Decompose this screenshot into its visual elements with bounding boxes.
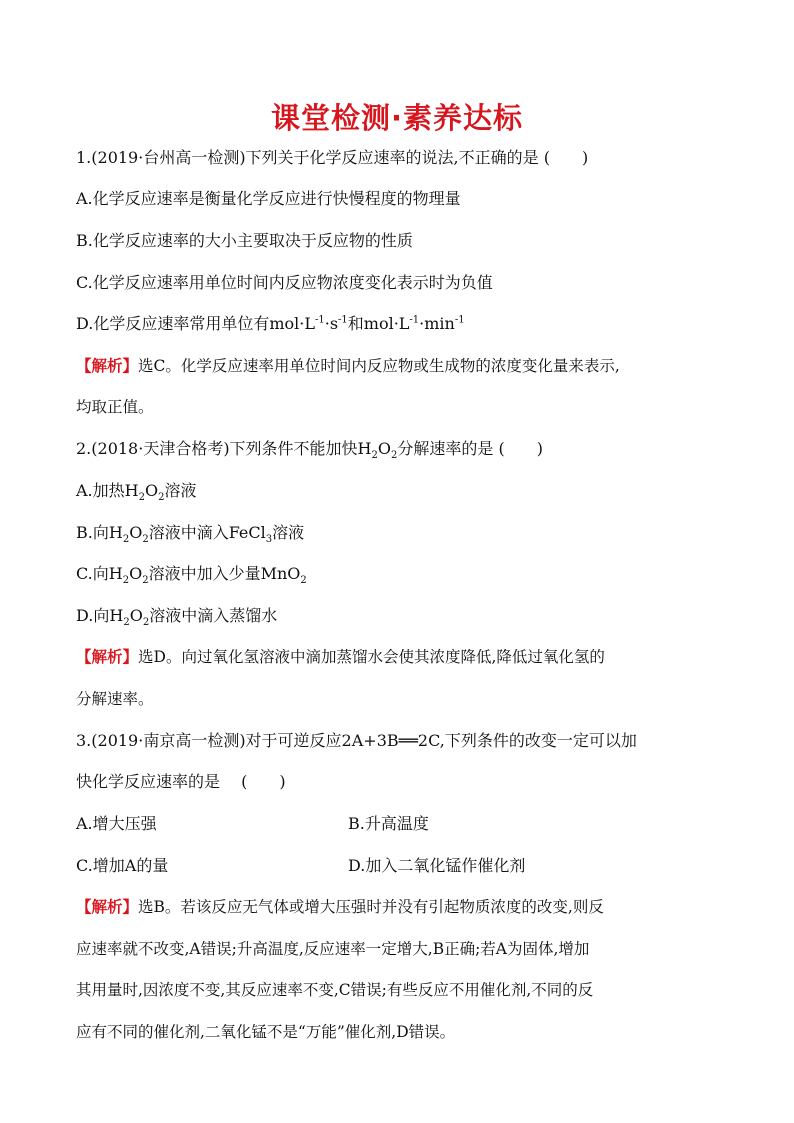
- q1-option-d: [76, 314, 734, 334]
- page-title: 课堂检测·素养达标: [270, 101, 524, 135]
- q2-analysis-tag: 【解析】: [76, 648, 139, 666]
- q1-option-b: B.化学反应速率的大小主要取决于反应物的性质: [76, 231, 413, 250]
- q2-c-mid: 溶液中加入少量MnO: [148, 564, 301, 583]
- q2-b-pre: B.向H: [76, 523, 123, 542]
- q3-options-row-1: [76, 814, 734, 834]
- q3-option-d: D.加入二氧化锰作催化剂: [348, 856, 526, 875]
- q1-d-sup-4: -1: [454, 314, 465, 326]
- q2-stem-o: O: [377, 439, 392, 458]
- q2-a-sub-1: 2: [138, 492, 145, 504]
- q1-d-text-4: ·min: [419, 314, 455, 333]
- q1-option-a: A.化学反应速率是衡量化学反应进行快慢程度的物理量: [76, 189, 461, 208]
- q3-analysis-tag: 【解析】: [76, 898, 139, 916]
- q1-d-sup-2: -1: [338, 314, 348, 326]
- q2-b-sub-3: 3: [265, 534, 273, 546]
- q3-option-c: C.增加A的量: [76, 856, 169, 875]
- q2-d-post: 溶液中滴入蒸馏水: [149, 606, 278, 625]
- q3-analysis-line-2: 应速率就不改变,A错误;升高温度,反应速率一定增大,B正确;若A为固体,增加: [76, 940, 590, 958]
- q2-option-c: [76, 564, 734, 587]
- q2-c-sub-2: 2: [142, 575, 149, 587]
- q1-analysis-line-1: [76, 356, 734, 376]
- q2-stem-pre: 2.(2018·天津合格考)下列条件不能加快H: [76, 439, 372, 458]
- q2-a-sub-2: 2: [158, 492, 165, 504]
- q2-option-a: [76, 481, 734, 504]
- q2-c-sub-1: 2: [122, 575, 130, 587]
- q2-option-d: [76, 606, 734, 629]
- q2-a-post: 溶液: [164, 481, 197, 500]
- q3-analysis-line-3: 其用量时,因浓度不变,其反应速率不变,C错误;有些反应不用催化剂,不同的反: [76, 981, 594, 999]
- q2-analysis-line-2: 分解速率。: [76, 690, 154, 708]
- q2-d-sub-2: 2: [142, 617, 150, 629]
- q2-b-sub-1: 2: [122, 534, 130, 546]
- q2-d-o: O: [129, 606, 143, 625]
- q2-d-pre: D.向H: [76, 606, 124, 625]
- q1-d-text-2: ·s: [324, 314, 339, 333]
- q1-option-c: C.化学反应速率用单位时间内反应物浓度变化表示时为负值: [76, 273, 493, 292]
- q3-stem-line-1: 3.(2019·南京高一检测)对于可逆反应2A+3B══2C,下列条件的改变一定可以加: [76, 731, 637, 750]
- q2-c-o: O: [129, 564, 143, 583]
- q3-option-a: A.增大压强: [76, 814, 157, 833]
- q2-b-o: O: [129, 523, 143, 542]
- q2-c-pre: C.向H: [76, 564, 123, 583]
- q3-options-row-2: [76, 856, 734, 876]
- q2-option-b: [76, 523, 734, 546]
- q2-b-sub-2: 2: [142, 534, 149, 546]
- q2-d-sub-1: 2: [123, 617, 130, 629]
- q2-c-sub-3: 2: [300, 575, 307, 587]
- q1-analysis-text-1: 选C。化学反应速率用单位时间内反应物或生成物的浓度变化量来表示,: [138, 357, 620, 375]
- q2-b-mid: 溶液中滴入FeCl: [148, 523, 266, 542]
- q2-a-pre: A.加热H: [76, 481, 139, 500]
- q3-stem-line-2: 快化学反应速率的是 ( ): [76, 772, 286, 791]
- q1-d-text-1: D.化学反应速率常用单位有mol·L: [76, 314, 315, 333]
- q2-a-o: O: [144, 481, 159, 500]
- q2-stem: [76, 439, 734, 462]
- q2-stem-post: 分解速率的是 ( ): [397, 439, 543, 458]
- q2-analysis-line-1: [76, 647, 734, 667]
- q1-d-text-3: 和mol·L: [347, 314, 410, 333]
- q1-analysis-tag: 【解析】: [76, 357, 139, 375]
- q1-stem: 1.(2019·台州高一检测)下列关于化学反应速率的说法,不正确的是 ( ): [76, 148, 589, 167]
- q2-stem-sub-2: 2: [391, 450, 398, 462]
- q3-option-b: B.升高温度: [348, 814, 429, 833]
- q3-analysis-line-4: 应有不同的催化剂,二氧化锰不是“万能”催化剂,D错误。: [76, 1023, 456, 1041]
- q1-analysis-line-2: 均取正值。: [76, 398, 154, 416]
- q3-analysis-text-1: 选B。若该反应无气体或增大压强时并没有引起物质浓度的改变,则反: [138, 898, 604, 916]
- q2-analysis-text-1: 选D。向过氧化氢溶液中滴加蒸馏水会使其浓度降低,降低过氧化氢的: [138, 648, 605, 666]
- q1-d-sup-1: -1: [314, 314, 325, 326]
- q2-b-post: 溶液: [272, 523, 305, 542]
- q1-d-sup-3: -1: [409, 314, 420, 326]
- q3-analysis-line-1: [76, 897, 734, 917]
- q2-stem-sub-1: 2: [371, 450, 378, 462]
